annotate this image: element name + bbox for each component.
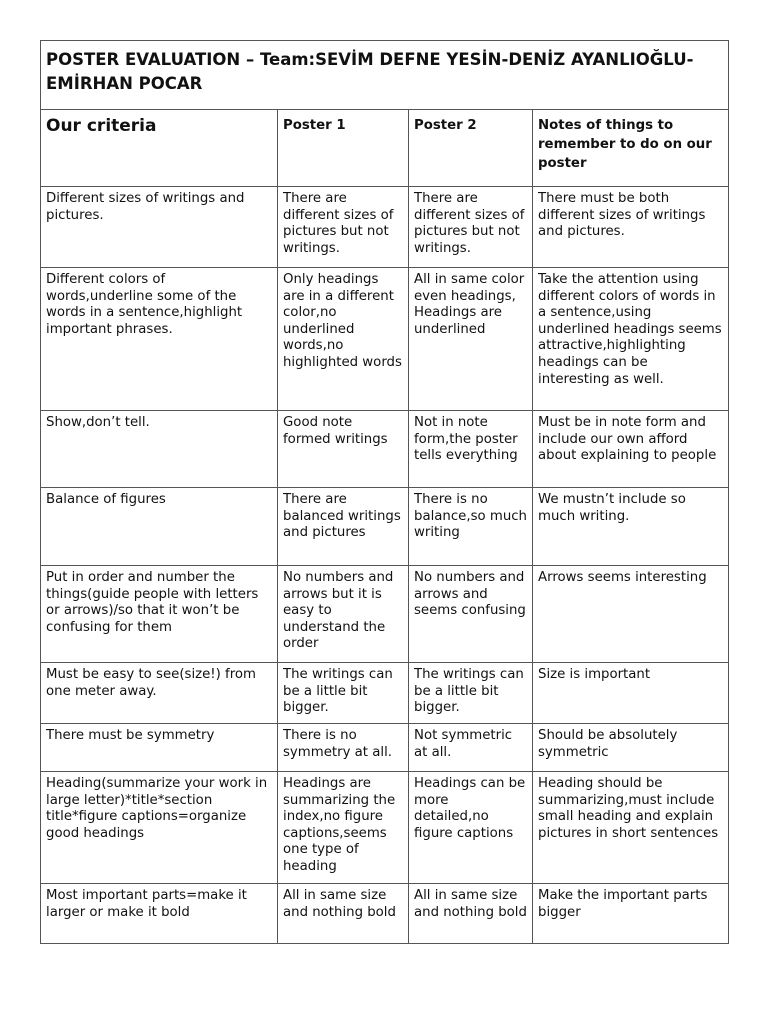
cell-poster1: The writings can be a little bit bigger. bbox=[278, 663, 409, 724]
cell-criteria: Different colors of words,underline some of the words in a sentence,highlight important phrases. bbox=[41, 268, 278, 411]
cell-poster1: Headings are summarizing the index,no figure captions,seems one type of heading bbox=[278, 772, 409, 884]
cell-poster2: Headings can be more detailed,no figure captions bbox=[409, 772, 533, 884]
table-row bbox=[41, 411, 729, 488]
title-row bbox=[41, 41, 729, 110]
cell-notes: Should be absolutely symmetric bbox=[533, 724, 729, 772]
cell-poster2: All in same size and nothing bold bbox=[409, 884, 533, 944]
table-row bbox=[41, 884, 729, 944]
cell-criteria: Different sizes of writings and pictures. bbox=[41, 187, 278, 268]
table-row bbox=[41, 488, 729, 566]
cell-notes: We mustn’t include so much writing. bbox=[533, 488, 729, 566]
cell-poster1: All in same size and nothing bold bbox=[278, 884, 409, 944]
cell-criteria: Show,don’t tell. bbox=[41, 411, 278, 488]
title-text: POSTER EVALUATION – Team:SEVİM DEFNE YESİN-DENİZ AYANLIOĞLU-EMİRHAN POCAR bbox=[46, 50, 694, 93]
cell-poster2: Not in note form,the poster tells everything bbox=[409, 411, 533, 488]
table-row bbox=[41, 268, 729, 411]
evaluation-table bbox=[40, 40, 729, 944]
header-poster2: Poster 2 bbox=[409, 110, 533, 187]
table-row bbox=[41, 187, 729, 268]
table-body bbox=[41, 187, 729, 944]
cell-poster1: Good note formed writings bbox=[278, 411, 409, 488]
cell-poster2: No numbers and arrows and seems confusing bbox=[409, 566, 533, 663]
table-row bbox=[41, 663, 729, 724]
cell-criteria: Most important parts=make it larger or make it bold bbox=[41, 884, 278, 944]
header-poster1: Poster 1 bbox=[278, 110, 409, 187]
document-page bbox=[40, 40, 728, 944]
cell-notes: Size is important bbox=[533, 663, 729, 724]
table-row bbox=[41, 772, 729, 884]
header-notes: Notes of things to remember to do on our poster bbox=[533, 110, 729, 187]
cell-poster2: There are different sizes of pictures but not writings. bbox=[409, 187, 533, 268]
cell-poster2: There is no balance,so much writing bbox=[409, 488, 533, 566]
cell-poster1: Only headings are in a different color,no underlined words,no highlighted words bbox=[278, 268, 409, 411]
cell-notes: Arrows seems interesting bbox=[533, 566, 729, 663]
cell-notes: Make the important parts bigger bbox=[533, 884, 729, 944]
cell-criteria: There must be symmetry bbox=[41, 724, 278, 772]
cell-criteria: Put in order and number the things(guide people with letters or arrows)/so that it won’t be confusing for them bbox=[41, 566, 278, 663]
cell-poster2: Not symmetric at all. bbox=[409, 724, 533, 772]
cell-criteria: Heading(summarize your work in large letter)*title*section title*figure captions=organize good headings bbox=[41, 772, 278, 884]
cell-poster1: There are different sizes of pictures but not writings. bbox=[278, 187, 409, 268]
cell-poster1: There is no symmetry at all. bbox=[278, 724, 409, 772]
table-row bbox=[41, 724, 729, 772]
cell-notes: Must be in note form and include our own afford about explaining to people bbox=[533, 411, 729, 488]
cell-poster2: All in same color even headings, Headings are underlined bbox=[409, 268, 533, 411]
header-row bbox=[41, 110, 729, 187]
cell-poster1: No numbers and arrows but it is easy to understand the order bbox=[278, 566, 409, 663]
cell-notes: There must be both different sizes of writings and pictures. bbox=[533, 187, 729, 268]
cell-notes: Take the attention using different colors of words in a sentence,using underlined headings seems attractive,highlighting headings can be interesting as well. bbox=[533, 268, 729, 411]
header-criteria: Our criteria bbox=[41, 110, 278, 187]
cell-poster1: There are balanced writings and pictures bbox=[278, 488, 409, 566]
table-row bbox=[41, 566, 729, 663]
cell-criteria: Balance of figures bbox=[41, 488, 278, 566]
cell-poster2: The writings can be a little bit bigger. bbox=[409, 663, 533, 724]
cell-notes: Heading should be summarizing,must include small heading and explain pictures in short sentences bbox=[533, 772, 729, 884]
cell-criteria: Must be easy to see(size!) from one meter away. bbox=[41, 663, 278, 724]
table-title bbox=[41, 41, 729, 110]
